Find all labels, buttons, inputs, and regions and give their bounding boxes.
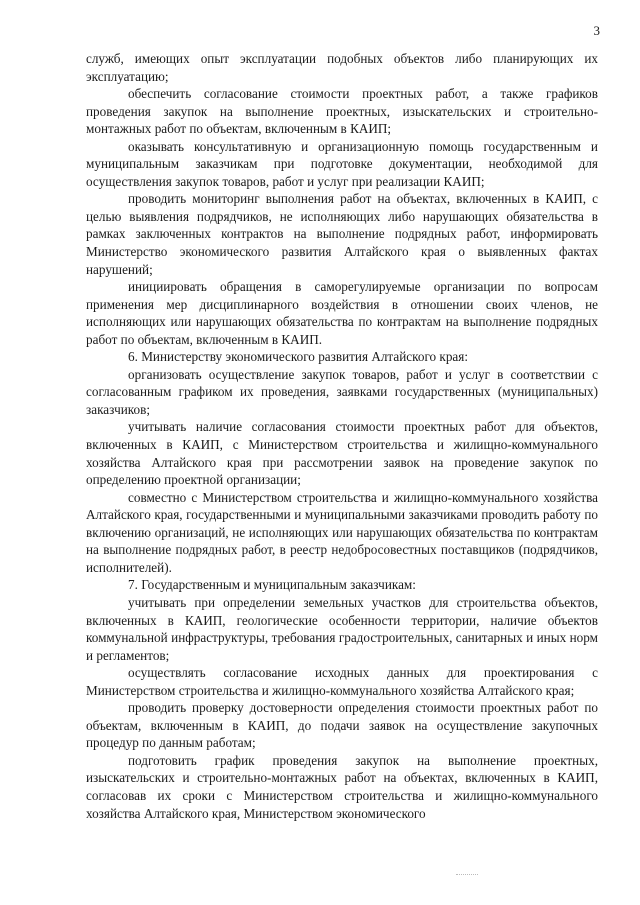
scan-artifact — [456, 874, 478, 879]
paragraph: проводить проверку достоверности определения стоимости проектных работ по объектам, включенным в КАИП, до подачи заявок на осуществление закупочных процедур по данным работам; — [86, 700, 598, 751]
paragraph: проводить мониторинг выполнения работ на объектах, включенных в КАИП, с целью выявления подрядчиков, не исполняющих либо нарушающих обязательства в рамках заключенных контрактов на выполнение подрядных работ, информировать Министерство экономического развития Алтайского края о выявленных фактах нарушений; — [86, 191, 598, 277]
paragraph: организовать осуществление закупок товаров, работ и услуг в соответствии с согласованным графиком их проведения, заявками государственных (муниципальных) заказчиков; — [86, 366, 598, 417]
paragraph: осуществлять согласование исходных данных для проектирования с Министерством строительства и жилищно-коммунального хозяйства Алтайского края; — [86, 665, 598, 698]
paragraph: учитывать наличие согласования стоимости проектных работ для объектов, включенных в КАИП, с Министерством строительства и жилищно-коммунального хозяйства Алтайского края при рассмотрении заявок на проведение закупок по определению проектной организации; — [86, 419, 598, 488]
paragraph: учитывать при определении земельных участков для строительства объектов, включенных в КАИП, геологические особенности территории, наличие объектов коммунальной инфраструктуры, требования градостроительных, санитарных и иных норм и регламентов; — [86, 594, 598, 663]
paragraph: подготовить график проведения закупок на выполнение проектных, изыскательских и строительно-монтажных работ на объектах, включенных в КАИП, согласовав их сроки с Министерством строительства и жилищно-коммунального хозяйства Алтайского края, Министерством экономического — [86, 752, 598, 821]
paragraph: служб, имеющих опыт эксплуатации подобных объектов либо планирующих их эксплуатацию; — [86, 51, 598, 84]
paragraph: оказывать консультативную и организационную помощь государственным и муниципальным заказчикам при подготовке документации, необходимой для осуществления закупок товаров, работ и услуг при реализации КАИП; — [86, 138, 598, 189]
section-heading: 7. Государственным и муниципальным заказчикам: — [128, 577, 416, 593]
page-number: 3 — [593, 23, 600, 38]
paragraph: обеспечить согласование стоимости проектных работ, а также графиков проведения закупок на выполнение проектных, изыскательских и строительно-монтажных работ по объектам, включенным в КАИП; — [86, 86, 598, 137]
paragraph: совместно с Министерством строительства и жилищно-коммунального хозяйства Алтайского края, государственными и муниципальными заказчиками проводить работу по включению организаций, не исполняющих или нарушающих обязательства по контрактам на выполнение подрядных работ, в реестр недобросовестных поставщиков (подрядчиков, исполнителей). — [86, 489, 598, 575]
paragraph: инициировать обращения в саморегулируемые организации по вопросам применения мер дисциплинарного воздействия в отношении своих членов, не исполняющих или нарушающих обязательства по контрактам на выполнение подрядных работ по объектам, включенным в КАИП. — [86, 279, 598, 347]
section-heading: 6. Министерству экономического развития Алтайского края: — [128, 349, 468, 365]
document-body — [86, 50, 598, 822]
